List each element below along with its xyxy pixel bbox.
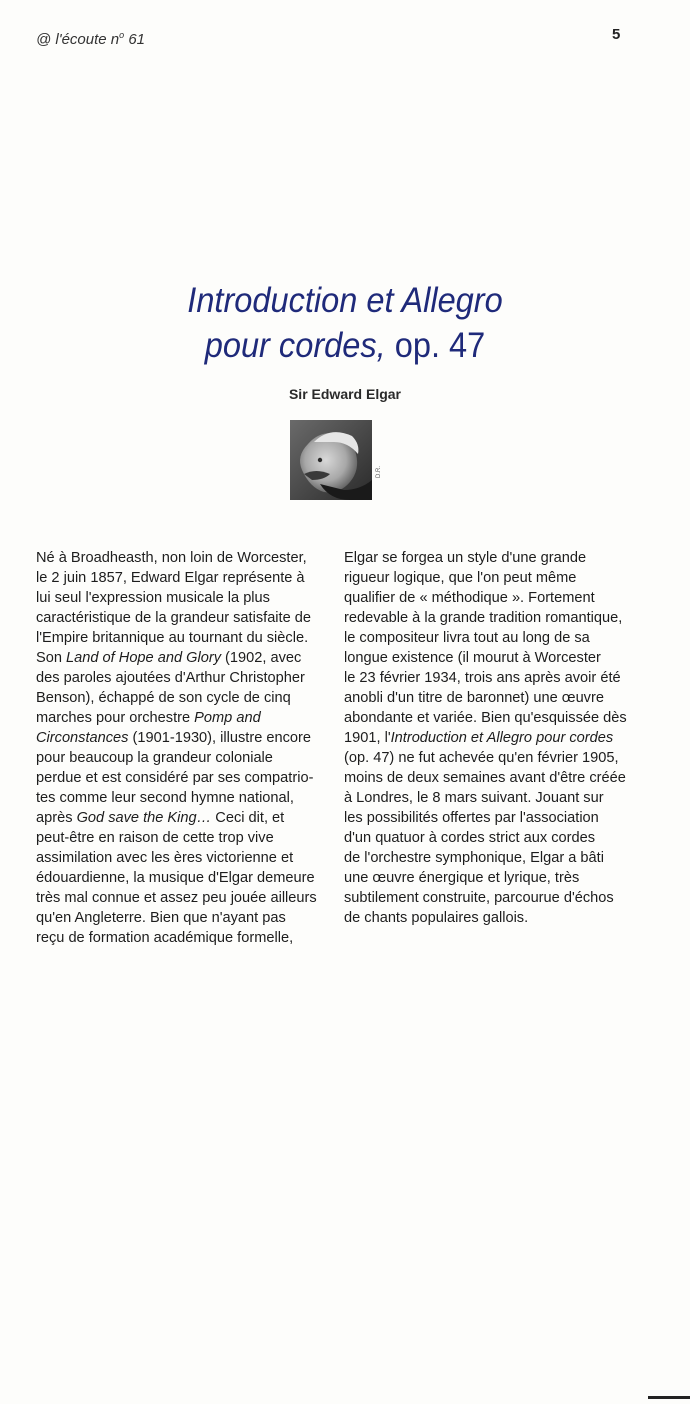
text-line: édouardienne, la musique d'Elgar demeure (36, 870, 315, 886)
paragraph-left (36, 548, 326, 948)
text-line (36, 648, 326, 668)
text-run: Ceci dit, et (211, 810, 285, 826)
number-superscript: o (119, 30, 125, 40)
title-line-2-plain: op. 47 (394, 326, 486, 365)
text-run: marches pour orchestre (36, 710, 195, 726)
work-title: Land of Hope and Glory (66, 650, 221, 666)
text-run: Son (36, 650, 67, 666)
text-line: très mal connue et assez peu jouée ailleurs (36, 890, 317, 906)
text-line (36, 808, 326, 828)
text-line: pour beaucoup la grandeur coloniale (36, 750, 273, 766)
text-line: des paroles ajoutées d'Arthur Christopher (36, 670, 305, 686)
text-line: anobli d'un titre de baronnet) une œuvre (344, 690, 604, 706)
text-line: qualifier de « méthodique ». Fortement (344, 590, 595, 606)
title-line-1: Introduction et Allegro (187, 281, 503, 320)
text-line: perdue et est considéré par ses compatrio- (36, 770, 314, 786)
text-line: le compositeur livra tout au long de sa (344, 630, 590, 646)
text-line: assimilation avec les ères victorienne et (36, 850, 294, 866)
composer-portrait (290, 420, 372, 500)
text-line: une œuvre énergique et lyrique, très (344, 870, 580, 886)
text-line: moins de deux semaines avant d'être créée (344, 770, 626, 786)
text-line (36, 708, 326, 728)
text-line: redevable à la grande tradition romantique, (344, 610, 623, 626)
text-line: subtilement construite, parcourue d'échos (344, 890, 614, 906)
work-title: Circonstances (36, 730, 129, 746)
text-line: tes comme leur second hymne national, (36, 790, 294, 806)
text-run: 1901, l' (344, 730, 391, 746)
photo-credit: D.R. (376, 466, 382, 478)
page-number: 5 (612, 26, 621, 43)
text-line (344, 728, 634, 748)
text-line (36, 728, 326, 748)
text-line: le 2 juin 1857, Edward Elgar représente à (36, 570, 305, 586)
text-line: de chants populaires gallois. (344, 910, 529, 926)
composer-name: Sir Edward Elgar (288, 386, 402, 402)
article-body-right-column (344, 548, 634, 928)
text-line: l'Empire britannique au tournant du siècle. (36, 630, 309, 646)
text-line: le 23 février 1934, trois ans après avoir été (344, 670, 621, 686)
text-line: lui seul l'expression musicale la plus (36, 590, 270, 606)
text-line: peut-être en raison de cette trop vive (36, 830, 274, 846)
text-line: Elgar se forgea un style d'une grande (344, 550, 587, 566)
title-line-2-italic: pour cordes, (204, 326, 386, 365)
text-line: de l'orchestre symphonique, Elgar a bâti (344, 850, 604, 866)
text-line: Benson), échappé de son cycle de cinq (36, 690, 291, 706)
text-line: caractéristique de la grandeur satisfaite de (36, 610, 312, 626)
page-edge-mark (648, 1396, 690, 1399)
running-header (36, 30, 145, 48)
title-line-2 (24, 323, 666, 368)
text-line: qu'en Angleterre. Bien que n'ayant pas (36, 910, 286, 926)
text-line: à Londres, le 8 mars suivant. Jouant sur (344, 790, 604, 806)
text-line: rigueur logique, que l'on peut même (344, 570, 577, 586)
work-title: Pomp and (194, 710, 261, 726)
text-line: reçu de formation académique formelle, (36, 930, 294, 946)
paragraph-right (344, 548, 634, 928)
text-line: les possibilités offertes par l'association (344, 810, 599, 826)
issue-number: 61 (128, 31, 146, 48)
work-title: Introduction et Allegro pour cordes (390, 730, 614, 746)
work-title: God save the King… (76, 810, 212, 826)
text-line: longue existence (il mourut à Worcester (344, 650, 601, 666)
text-run: (1902, avec (221, 650, 302, 666)
text-line: abondante et variée. Bien qu'esquissée dès (344, 710, 627, 726)
article-title (24, 278, 666, 368)
publication-name: @ l'écoute n (36, 31, 120, 48)
text-line: (op. 47) ne fut achevée qu'en février 1905, (344, 750, 619, 766)
text-line: d'un quatuor à cordes strict aux cordes (344, 830, 596, 846)
article-body-left-column (36, 548, 326, 948)
text-run: après (36, 810, 77, 826)
text-line: Né à Broadheasth, non loin de Worcester, (36, 550, 307, 566)
text-run: (1901-1930), illustre encore (128, 730, 311, 746)
